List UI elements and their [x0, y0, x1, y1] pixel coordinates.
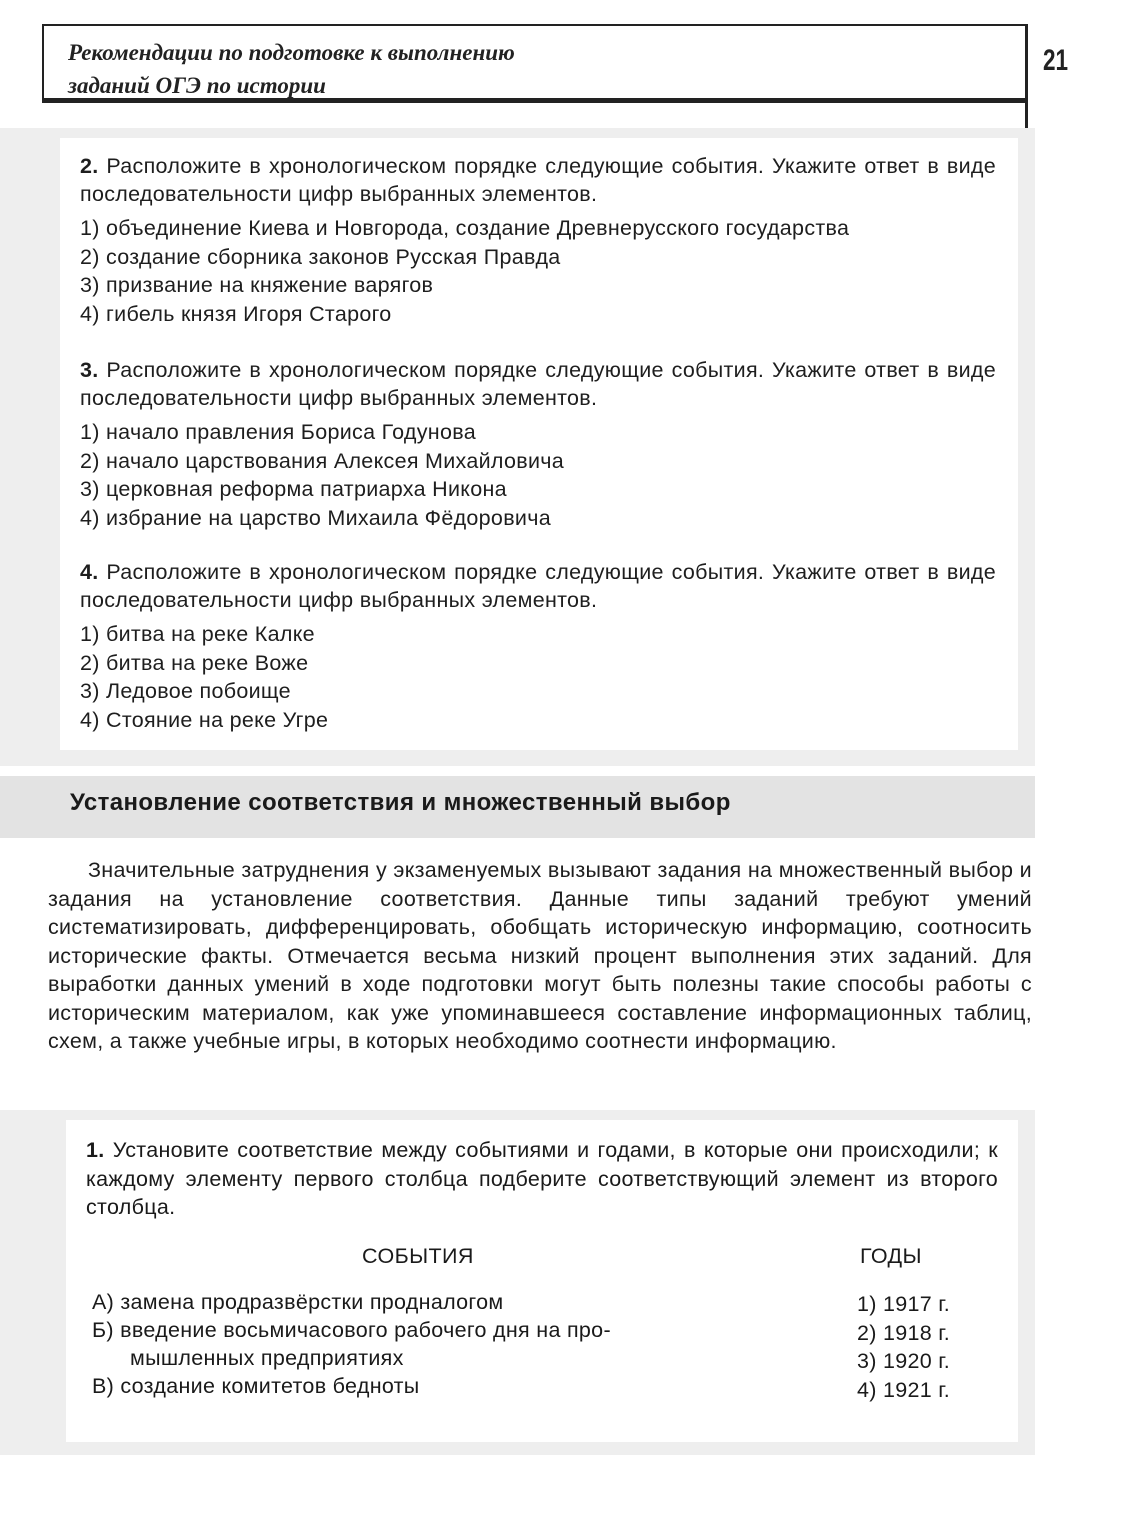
header-title-line1: Рекомендации по подготовке к выполнению — [68, 40, 515, 65]
year-item: 2) 1918 г. — [857, 1320, 951, 1345]
matching-question — [86, 1136, 998, 1222]
running-header — [68, 36, 515, 102]
section-paragraph: Значительные затруднения у экзаменуемых вызывают задания на множественный выбор и задания на установление соответствия. Данные типы заданий требуют умений систематизировать, дифференцировать, обобщать историческую информацию, соотносить исторические факты. Отмечается весьма низкий процент выполнения этих заданий. Для выработки данных умений в ходе подготовки могут быть полезны такие способы работы с историческим материалом, как уже упоминавшееся составление информационных таблиц, схем, а также учебные игры, в которых необходимо соотнести информацию. — [48, 858, 1032, 1053]
task-number: 4. — [80, 560, 99, 584]
option: 3) призвание на княжение варягов — [80, 273, 434, 298]
task-question-text: Расположите в хронологическом порядке следующие события. Укажите ответ в виде последовательности цифр выбранных элементов. — [80, 358, 996, 410]
page-number: 21 — [1043, 44, 1069, 77]
task-question — [80, 152, 996, 208]
events-header: СОБЫТИЯ — [362, 1244, 474, 1268]
task-question-text: Расположите в хронологическом порядке следующие события. Укажите ответ в виде последовательности цифр выбранных элементов. — [80, 560, 996, 612]
option: 1) начало правления Бориса Годунова — [80, 420, 476, 444]
task-options — [80, 620, 996, 735]
event-item: Б) введение восьмичасового рабочего дня на про- — [92, 1318, 611, 1342]
task-number: 2. — [80, 154, 99, 178]
task-options — [80, 214, 996, 329]
option: 1) объединение Киева и Новгорода, создание Древнерусского государства — [80, 216, 850, 240]
task-question — [80, 558, 996, 614]
option: 2) начало царствования Алексея Михайловича — [80, 448, 565, 473]
option: 4) гибель князя Игоря Старого — [80, 302, 392, 327]
event-item-continuation: мышленных предприятиях — [130, 1346, 404, 1370]
option: 3) церковная реформа патриарха Никона — [80, 477, 507, 502]
task-number: 3. — [80, 358, 99, 382]
event-item: В) создание комитетов бедноты — [92, 1374, 420, 1398]
events-list — [92, 1288, 722, 1400]
task-question-text: Расположите в хронологическом порядке следующие события. Укажите ответ в виде последовательности цифр выбранных элементов. — [80, 154, 996, 206]
years-header: ГОДЫ — [860, 1244, 922, 1268]
option: 2) битва на реке Воже — [80, 650, 309, 675]
option: 1) битва на реке Калке — [80, 622, 315, 646]
task-4 — [80, 558, 996, 735]
option: 4) избрание на царство Михаила Фёдоровича — [80, 506, 551, 531]
option: 2) создание сборника законов Русская Правда — [80, 244, 561, 269]
task-options — [80, 418, 996, 533]
years-list — [857, 1290, 950, 1404]
task-number: 1. — [86, 1138, 105, 1162]
event-item: А) замена продразвёрстки продналогом — [92, 1290, 504, 1314]
year-item: 3) 1920 г. — [857, 1349, 951, 1374]
task-2 — [80, 152, 996, 329]
year-item: 1) 1917 г. — [857, 1292, 951, 1316]
header-title-line2: заданий ОГЭ по истории — [68, 73, 326, 98]
task-3 — [80, 356, 996, 533]
section-title: Установление соответствия и множественный выбор — [70, 789, 731, 816]
option: 3) Ледовое побоище — [80, 679, 291, 704]
matching-question-text: Установите соответствие между событиями и годами, в которые они происходили; к каждому элементу первого столбца подберите соответствующий элемент из второго столбца. — [86, 1138, 998, 1219]
task-question — [80, 356, 996, 412]
option: 4) Стояние на реке Угре — [80, 708, 329, 733]
header-side-rule — [1025, 24, 1028, 128]
year-item: 4) 1921 г. — [857, 1377, 951, 1402]
